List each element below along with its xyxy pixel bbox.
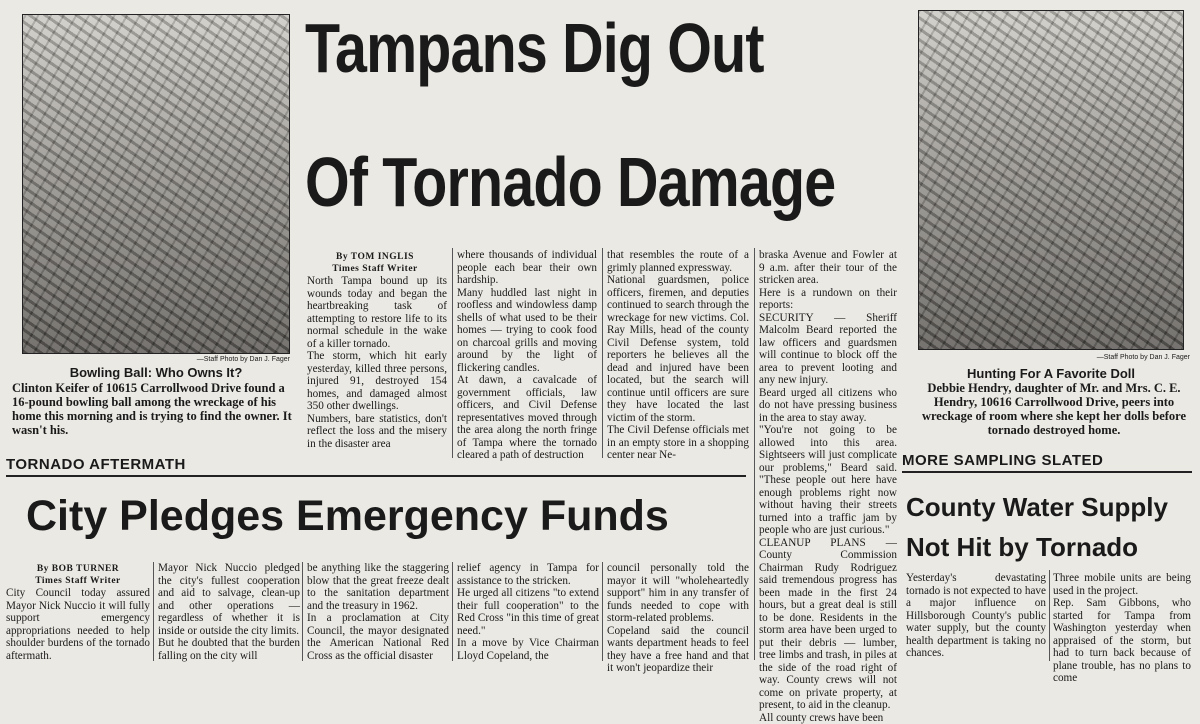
funds-column-5: council personally told the mayor it will "wholeheartedly support" him in any transfer of funds needed to cope with storm-related problems. Copeland said the council wants department heads to feel they have a free hand and that it won't jeopardize their	[607, 562, 749, 674]
main-column-1: North Tampa bound up its wounds today and began the heartbreaking task of attempting to restore life to its normal schedule in the wake of a killer tornado. The storm, which hit early yesterday, killed three persons, injured 91, destroyed 154 homes, and damaged almost 350 other dwellings. Numbers, bare statistics, don't reflect the loss and the misery in the disaster area	[307, 275, 447, 450]
column-rule	[452, 562, 453, 661]
water-kicker: MORE SAMPLING SLATED	[902, 452, 1104, 469]
main-column-2: where thousands of individual people each bear their own hardship. Many huddled last night in roofless and windowless damp shells of what used to be their homes — trying to cook food on charcoal grills and moving around by the light of flickering candles. At dawn, a cavalcade of government officials, law officers, and Civil Defense representatives moved through the area along the north fringe of Tampa where the tornado cleared a path of destruction	[457, 249, 597, 461]
funds-column-1: City Council today assured Mayor Nick Nuccio it will fully support emergency appropriations needed to help shoulder burdens of the tornado aftermath.	[6, 587, 150, 662]
main-byline	[300, 251, 450, 275]
right-photo-credit: —Staff Photo by Dan J. Fager	[1096, 354, 1190, 361]
column-rule	[153, 562, 154, 661]
funds-column-3: be anything like the staggering blow that the great freeze dealt to the sanitation department and the treasury in 1962. In a proclamation at City Council, the mayor designated the American National Red Cross as the official disaster	[307, 562, 449, 662]
main-column-4: braska Avenue and Fowler at 9 a.m. after their tour of the stricken area. Here is a rundown on their reports: SECURITY — Sheriff Malcolm Beard reported the law officers and guardsmen will continue to block off the area to prevent looting and any new injury. Beard urged all citizens who do not have pressing business in the area to stay away. "You're not going to be allowed into this area. Sightseers will just complicate our problems," Beard said. "These people out here have enough problems right now without having their streets turned into a traffic jam by people who are just curious." CLEANUP PLANS — County Commission Chairman Rudy Rodriguez said tremendous progress has been made in the first 24 hours, but a great deal is still to be done. Residents in the storm area have been urged to put their debris — lumber, tree limbs and trash, in piles at the side of the road right of way. County crews will not come on private property, at present, to aid in the cleanup. All county crews have been	[759, 249, 897, 724]
main-byline-role: Times Staff Writer	[332, 264, 418, 274]
funds-kicker-rule	[6, 475, 746, 477]
water-headline-line2: Not Hit by Tornado	[906, 532, 1139, 562]
column-rule	[602, 562, 603, 661]
main-headline-line1: Tampans Dig Out	[305, 9, 764, 87]
column-rule	[1049, 570, 1050, 661]
funds-headline: City Pledges Emergency Funds	[26, 492, 669, 540]
funds-column-4: relief agency in Tampa for assistance to the stricken. He urged all citizens "to extend their full cooperation" to the Red Cross "in this time of great need." In a move by Vice Chairman Lloyd Copeland, the	[457, 562, 599, 662]
main-byline-name: By TOM INGLIS	[336, 252, 414, 262]
left-photo-title: Bowling Ball: Who Owns It?	[69, 365, 243, 380]
funds-byline-name: By BOB TURNER	[36, 564, 120, 574]
left-photo	[22, 14, 290, 354]
right-photo-title: Hunting For A Favorite Doll	[966, 366, 1136, 381]
left-photo-caption: Clinton Keifer of 10615 Carrollwood Drive found a 16-pound bowling ball among the wreckage of his home this morning and is trying to find the owner. It wasn't his.	[12, 381, 292, 437]
column-rule	[452, 248, 453, 458]
right-photo	[918, 10, 1184, 350]
funds-column-2: Mayor Nick Nuccio pledged the city's fullest cooperation and aid to salvage, clean-up and other operations — regardless of whether it is inside or outside the city limits. But he doubted that the burden falling on the city will	[158, 562, 300, 662]
left-photo-credit: —Staff Photo by Dan J. Fager	[196, 356, 290, 363]
main-column-3: that resembles the route of a grimly planned expressway. National guardsmen, police officers, firemen, and deputies continued to search through the wreckage for new victims. Col. Ray Mills, head of the county Civil Defense system, told reporters he believes all the dead and injured have been located, but the search will continue until officers are sure they have located the last victim of the storm. The Civil Defense officials met in an empty store in a shopping center near Ne-	[607, 249, 749, 461]
funds-byline-role: Times Staff Writer	[35, 576, 121, 586]
column-rule	[754, 248, 755, 660]
right-photo-caption: Debbie Hendry, daughter of Mr. and Mrs. C. E. Hendry, 10616 Carrollwood Drive, peers into wreckage of room where she kept her dolls before tornado destroyed home.	[921, 381, 1187, 437]
column-rule	[302, 562, 303, 661]
water-column-2: Three mobile units are being used in the project. Rep. Sam Gibbons, who started for Tampa from Washington yesterday when appraised of the storm, but had to turn back because of plane trouble, has no plans to come	[1053, 572, 1191, 684]
column-rule	[602, 248, 603, 458]
funds-kicker: TORNADO AFTERMATH	[6, 456, 186, 473]
water-kicker-rule	[902, 471, 1192, 473]
water-headline-line1: County Water Supply	[906, 492, 1168, 522]
funds-byline	[4, 563, 152, 587]
main-headline-line2: Of Tornado Damage	[305, 143, 836, 221]
water-column-1: Yesterday's devastating tornado is not expected to have a major influence on Hillsborough County's public water supply, but the county health department is taking no chances.	[906, 572, 1046, 659]
